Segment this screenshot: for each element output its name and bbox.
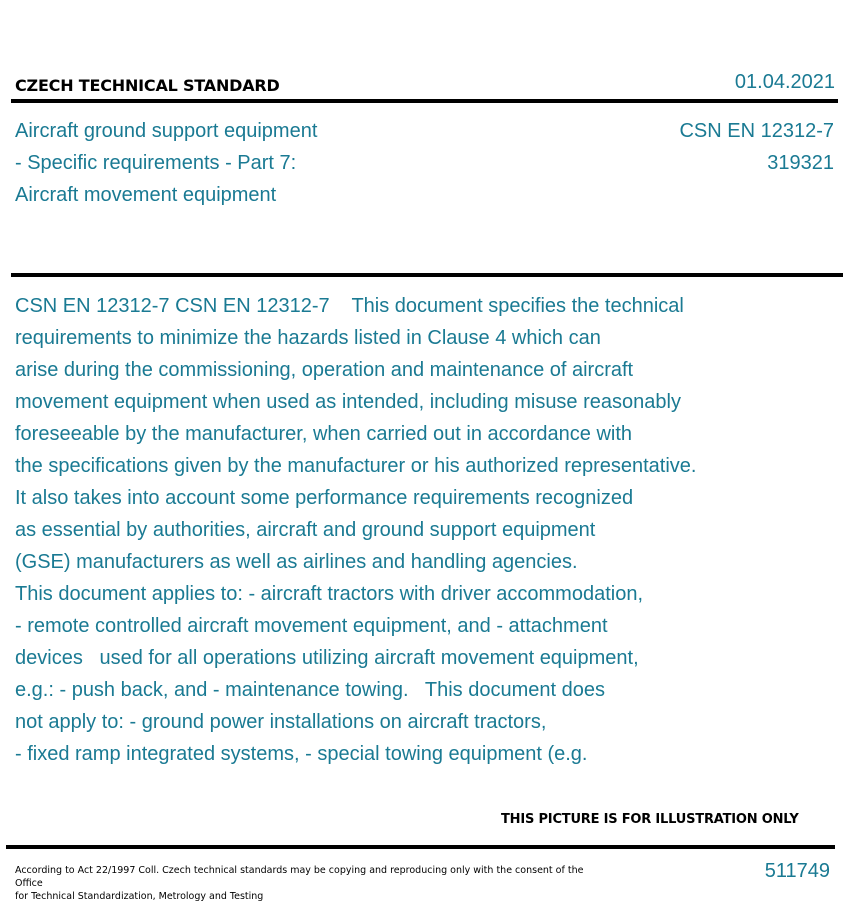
abstract-line: (GSE) manufacturers as well as airlines and handling agencies. <box>15 551 578 573</box>
legal-notice <box>15 864 595 903</box>
title-line: Aircraft movement equipment <box>15 184 277 206</box>
abstract-line: devices used for all operations utilizing aircraft movement equipment, <box>15 647 639 669</box>
bottom-divider <box>6 845 835 849</box>
identifier-block <box>679 115 834 179</box>
legal-line: According to Act 22/1997 Coll. Czech technical standards may be copying and reproducing only with the consent of the Office <box>15 865 584 889</box>
abstract-line: It also takes into account some performance requirements recognized <box>15 487 634 509</box>
abstract-line: CSN EN 12312-7 CSN EN 12312-7 This document specifies the technical <box>15 295 684 317</box>
issue-date: 01.04.2021 <box>734 71 835 93</box>
classification-number: 319321 <box>767 152 834 174</box>
abstract-line: e.g.: - push back, and - maintenance towing. This document does <box>15 679 605 701</box>
abstract-text <box>15 290 775 770</box>
abstract-line: not apply to: - ground power installations on aircraft tractors, <box>15 711 547 733</box>
abstract-line: - remote controlled aircraft movement equipment, and - attachment <box>15 615 608 637</box>
middle-divider <box>11 273 843 277</box>
abstract-line: foreseeable by the manufacturer, when carried out in accordance with <box>15 423 633 445</box>
abstract-line: - fixed ramp integrated systems, - special towing equipment (e.g. <box>15 743 588 765</box>
abstract-line: This document applies to: - aircraft tractors with driver accommodation, <box>15 583 644 605</box>
abstract-line: movement equipment when used as intended, including misuse reasonably <box>15 391 681 413</box>
abstract-line: the specifications given by the manufacturer or his authorized representative. <box>15 455 697 477</box>
abstract-line: as essential by authorities, aircraft and ground support equipment <box>15 519 596 541</box>
standard-label: CZECH TECHNICAL STANDARD <box>15 76 280 95</box>
illustration-notice: THIS PICTURE IS FOR ILLUSTRATION ONLY <box>501 812 799 827</box>
title-line: - Specific requirements - Part 7: <box>15 152 297 174</box>
document-code: 511749 <box>764 860 830 882</box>
legal-line: for Technical Standardization, Metrology and Testing <box>15 891 264 902</box>
standard-number: CSN EN 12312-7 <box>679 120 834 142</box>
abstract-line: arise during the commissioning, operation and maintenance of aircraft <box>15 359 634 381</box>
title-line: Aircraft ground support equipment <box>15 120 318 142</box>
top-divider <box>11 99 838 103</box>
title-block <box>15 115 317 211</box>
abstract-line: requirements to minimize the hazards listed in Clause 4 which can <box>15 327 601 349</box>
